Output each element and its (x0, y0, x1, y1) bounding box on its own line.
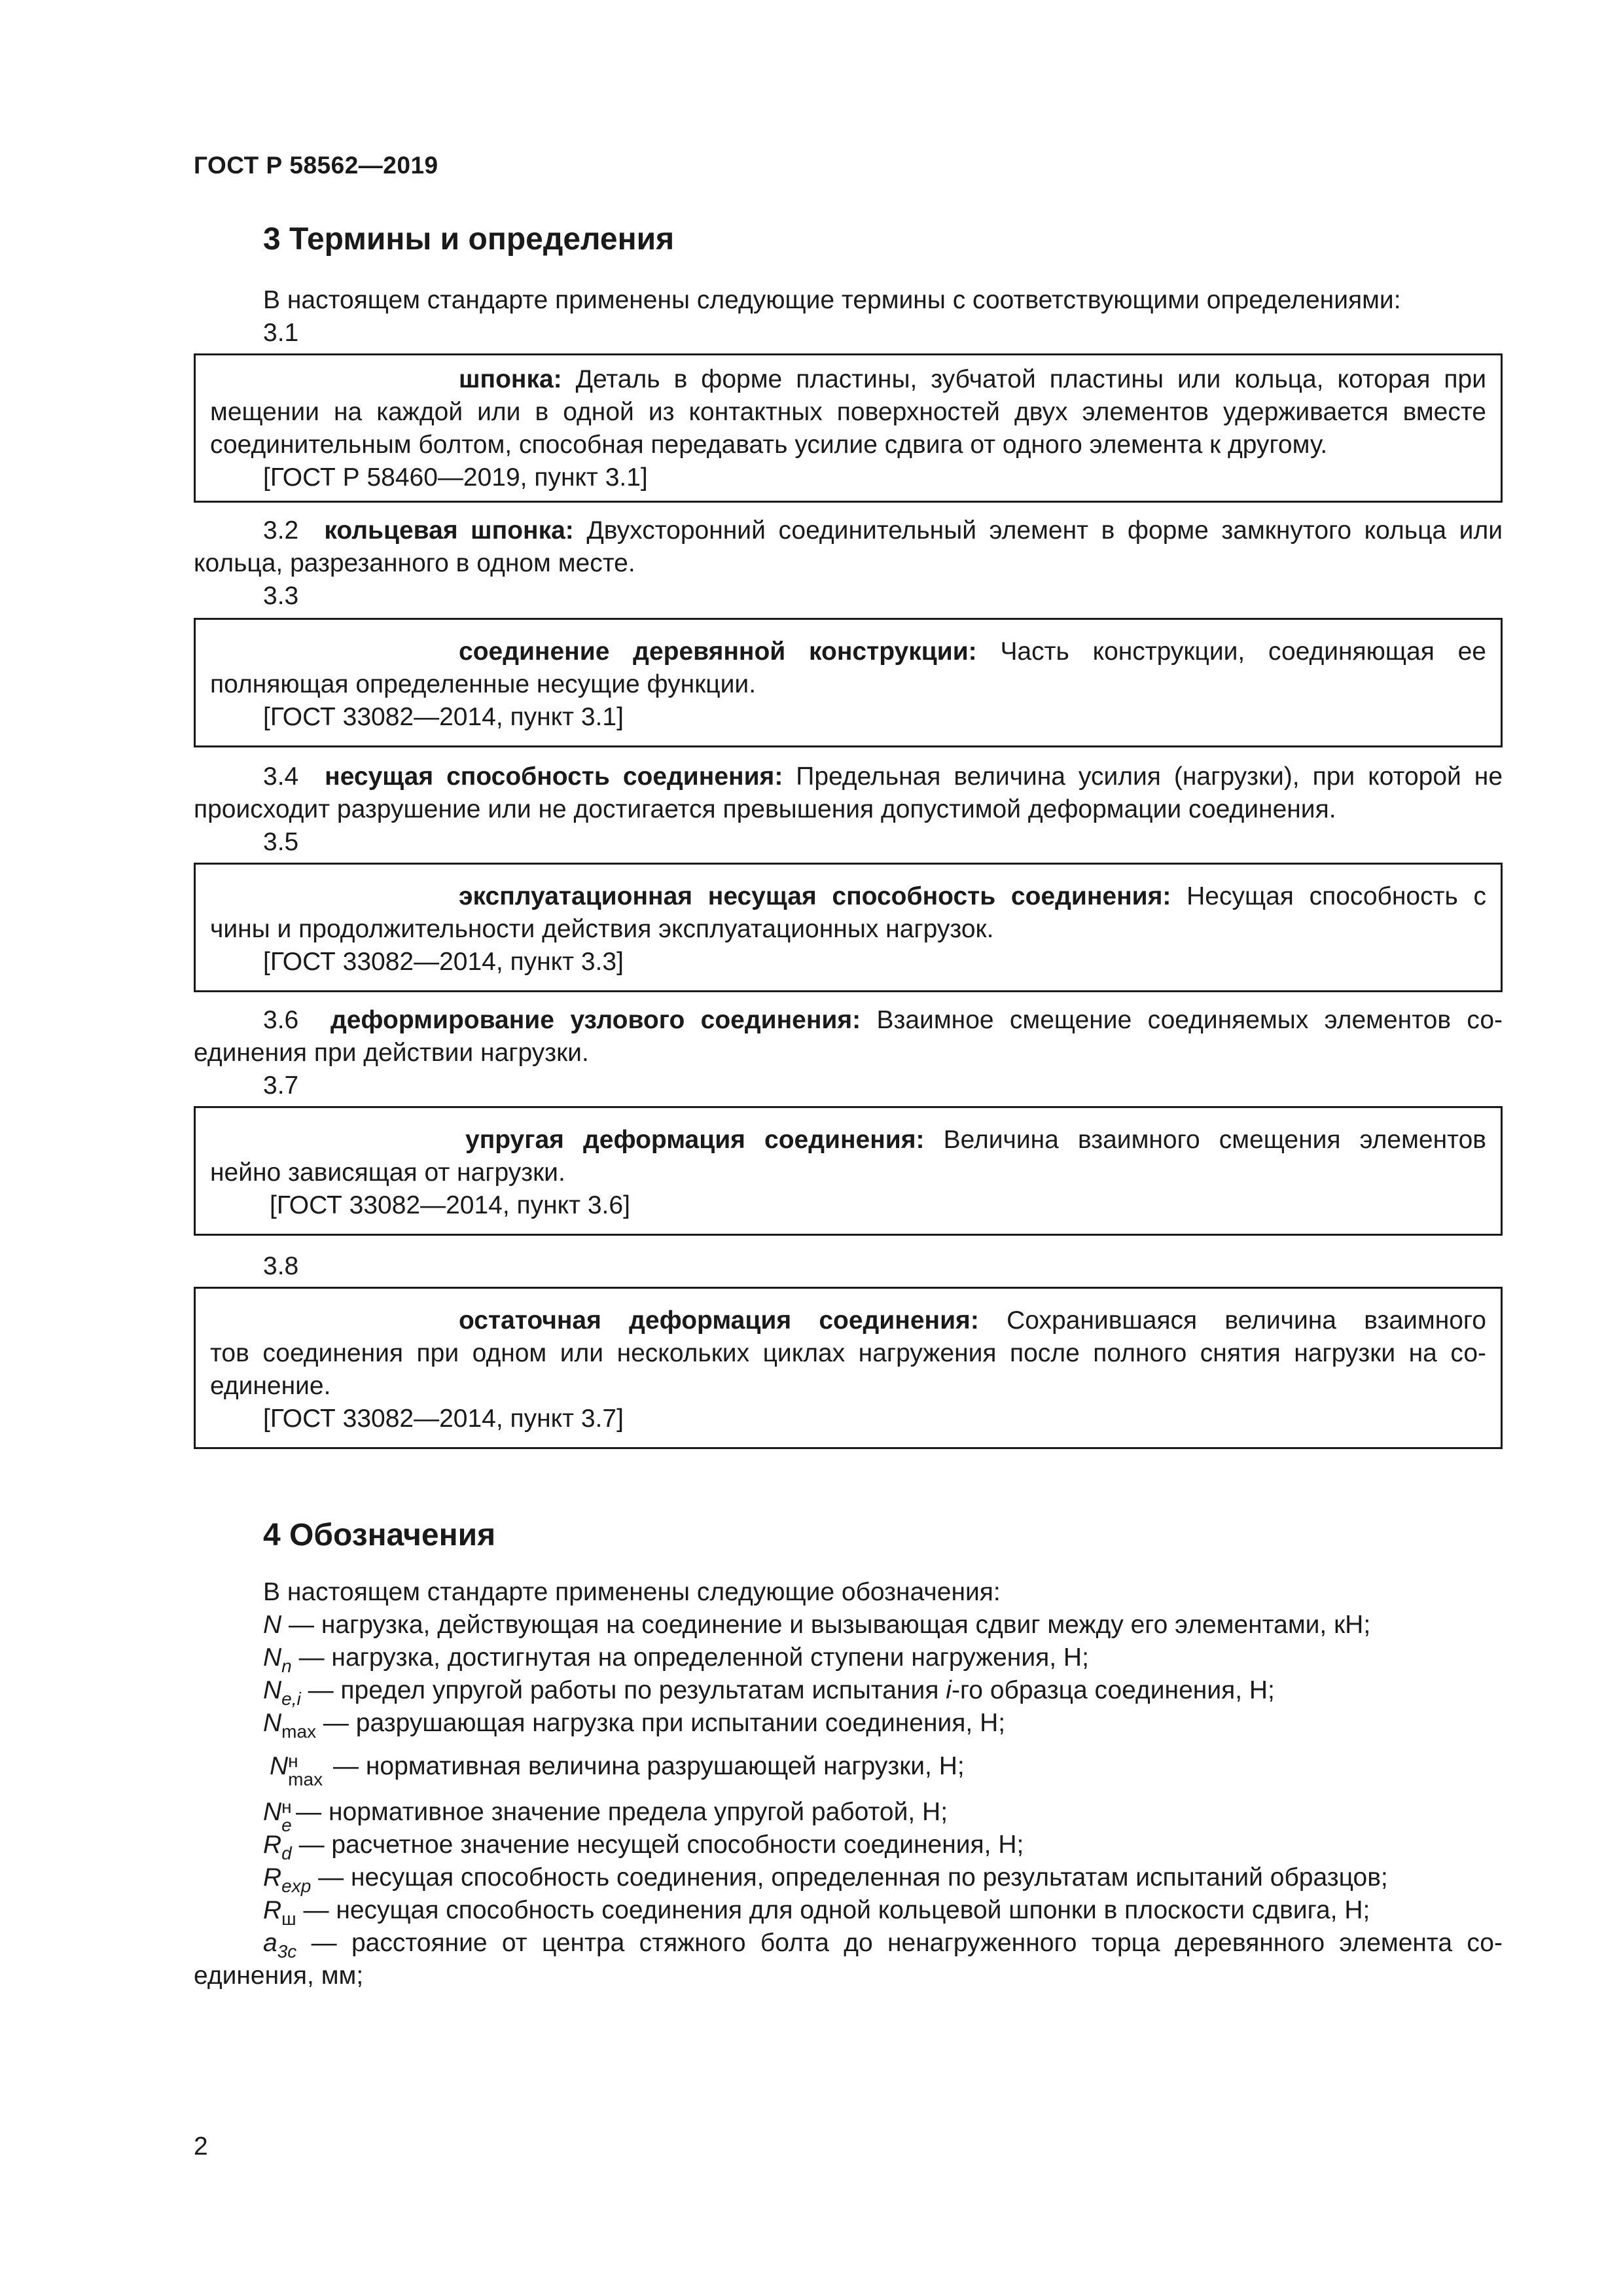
term-3-8-source: [ГОСТ 33082—2014, пункт 3.7] (263, 1405, 624, 1433)
term-3-5-number: 3.5 (263, 828, 299, 856)
term-3-7-box (194, 1106, 1503, 1236)
term-3-8-term: остаточная деформация соединения: (459, 1306, 979, 1335)
term-3-3-line-1: соединение деревянной конструкции: Часть конструкции, соединяющая ее (459, 637, 1486, 666)
term-3-1-number: 3.1 (263, 319, 299, 347)
term-3-1-line-2: мещении на каждой или в одной из контактных поверхностей двух элементов удерживается вместе (210, 398, 1486, 426)
symbol-N-n: $N_n$ — нагрузка, достигнутая на определенной ступени нагружения, Н; (263, 1643, 1089, 1676)
section-4-intro: В настоящем стандарте применены следующие обозначения: (263, 1578, 1001, 1606)
term-3-6-line-2: единения при действии нагрузки. (194, 1039, 589, 1067)
term-3-3-number: 3.3 (263, 582, 299, 610)
term-3-1-line-3: соединительным болтом, способная передавать усилие сдвига от одного элемента к другому. (210, 431, 1328, 459)
term-3-8-line-1: остаточная деформация соединения: Сохранившаяся величина взаимного (459, 1306, 1486, 1335)
symbol-N: N — нагрузка, действующая на соединение и вызывающая сдвиг между его элементами, кН; (263, 1611, 1371, 1639)
document-header: ГОСТ Р 58562—2019 (194, 152, 438, 179)
symbol-N-e-i: $N_{e,i}$ — предел упругой работы по результатам испытания i-го образца соединения, Н; (263, 1676, 1275, 1709)
term-3-3-source: [ГОСТ 33082—2014, пункт 3.1] (263, 703, 624, 731)
term-3-7-term: упругая деформация соединения: (465, 1126, 925, 1154)
section-3-intro: В настоящем стандарте применены следующие термины с соответствующими определениями: (263, 286, 1401, 314)
term-3-2-line-2: кольца, разрезанного в одном месте. (194, 549, 635, 577)
symbol-N-max-normative: N н max — нормативная величина разрушающей нагрузки, Н; (270, 1751, 965, 1789)
term-3-5-line-1: эксплуатационная несущая способность соединения: Несущая способность с (459, 882, 1486, 910)
term-3-3-line-2: полняющая определенные несущие функции. (210, 670, 757, 698)
term-3-8-line-3: единение. (210, 1372, 331, 1400)
symbol-a-3c-line-1: $a_{3c}$ — расстояние от центра стяжного болта до ненагруженного торца деревянного элемента со- (263, 1929, 1503, 1960)
term-3-8-box (194, 1287, 1503, 1449)
term-3-6-line-1: 3.6 деформирование узлового соединения: Взаимное смещение соединяемых элементов со- (263, 1006, 1503, 1034)
term-3-8-line-2: тов соединения при одном или нескольких циклах нагружения после полного снятия нагрузки на со- (210, 1339, 1486, 1367)
term-3-8-number: 3.8 (263, 1252, 299, 1280)
term-3-5-term: эксплуатационная несущая способность соединения: (459, 882, 1171, 910)
term-3-3-box (194, 618, 1503, 747)
term-3-1-source: [ГОСТ Р 58460—2019, пункт 3.1] (263, 463, 648, 492)
term-3-1-box (194, 353, 1503, 503)
symbol-R-sh: $R_ш$ — несущая способность соединения для одной кольцевой шпонки в плоскости сдвига, Н; (263, 1896, 1370, 1929)
term-3-4-line-2: происходит разрушение или не достигается превышения допустимой деформации соединения. (194, 795, 1336, 823)
symbol-a-3c-line-2: единения, мм; (194, 1962, 364, 1990)
term-3-5-line-2: чины и продолжительности действия эксплуатационных нагрузок. (210, 915, 994, 943)
term-3-7-source: [ГОСТ 33082—2014, пункт 3.6] (270, 1191, 630, 1219)
term-3-5-source: [ГОСТ 33082—2014, пункт 3.3] (263, 948, 624, 976)
term-3-1-term: шпонка: (459, 365, 562, 393)
term-3-2-term: кольцевая шпонка: (324, 516, 574, 545)
term-3-1-line-1: шпонка: Деталь в форме пластины, зубчатой пластины или кольца, которая при (459, 365, 1486, 393)
symbol-R-d: $R_d$ — расчетное значение несущей способности соединения, Н; (263, 1831, 1024, 1863)
term-3-4-line-1: 3.4 несущая способность соединения: Предельная величина усилия (нагрузки), при которой не (263, 762, 1503, 791)
term-3-7-number: 3.7 (263, 1071, 299, 1100)
term-3-4-term: несущая способность соединения: (325, 762, 783, 791)
page-number: 2 (194, 2132, 208, 2161)
term-3-3-term: соединение деревянной конструкции: (459, 637, 977, 666)
term-3-7-line-1: упругая деформация соединения: Величина взаимного смещения элементов (465, 1126, 1486, 1154)
term-3-7-line-2: нейно зависящая от нагрузки. (210, 1158, 565, 1187)
section-3-title: 3 Термины и определения (263, 222, 675, 257)
term-3-5-box (194, 863, 1503, 992)
term-3-6-term: деформирование узлового соединения: (330, 1006, 861, 1034)
section-4-title: 4 Обозначения (263, 1518, 496, 1552)
term-3-2-line-1: 3.2 кольцевая шпонка: Двухсторонний соединительный элемент в форме замкнутого кольца или (263, 516, 1503, 545)
symbol-R-exp: $R_{exp}$ — несущая способность соединения, определенная по результатам испытаний образцов; (263, 1863, 1388, 1896)
symbol-N-e-normative: N н e — нормативное значение предела упругой работой, Н; (263, 1797, 948, 1835)
symbol-N-max: $N_{max}$ — разрушающая нагрузка при испытании соединения, Н; (263, 1709, 1006, 1742)
